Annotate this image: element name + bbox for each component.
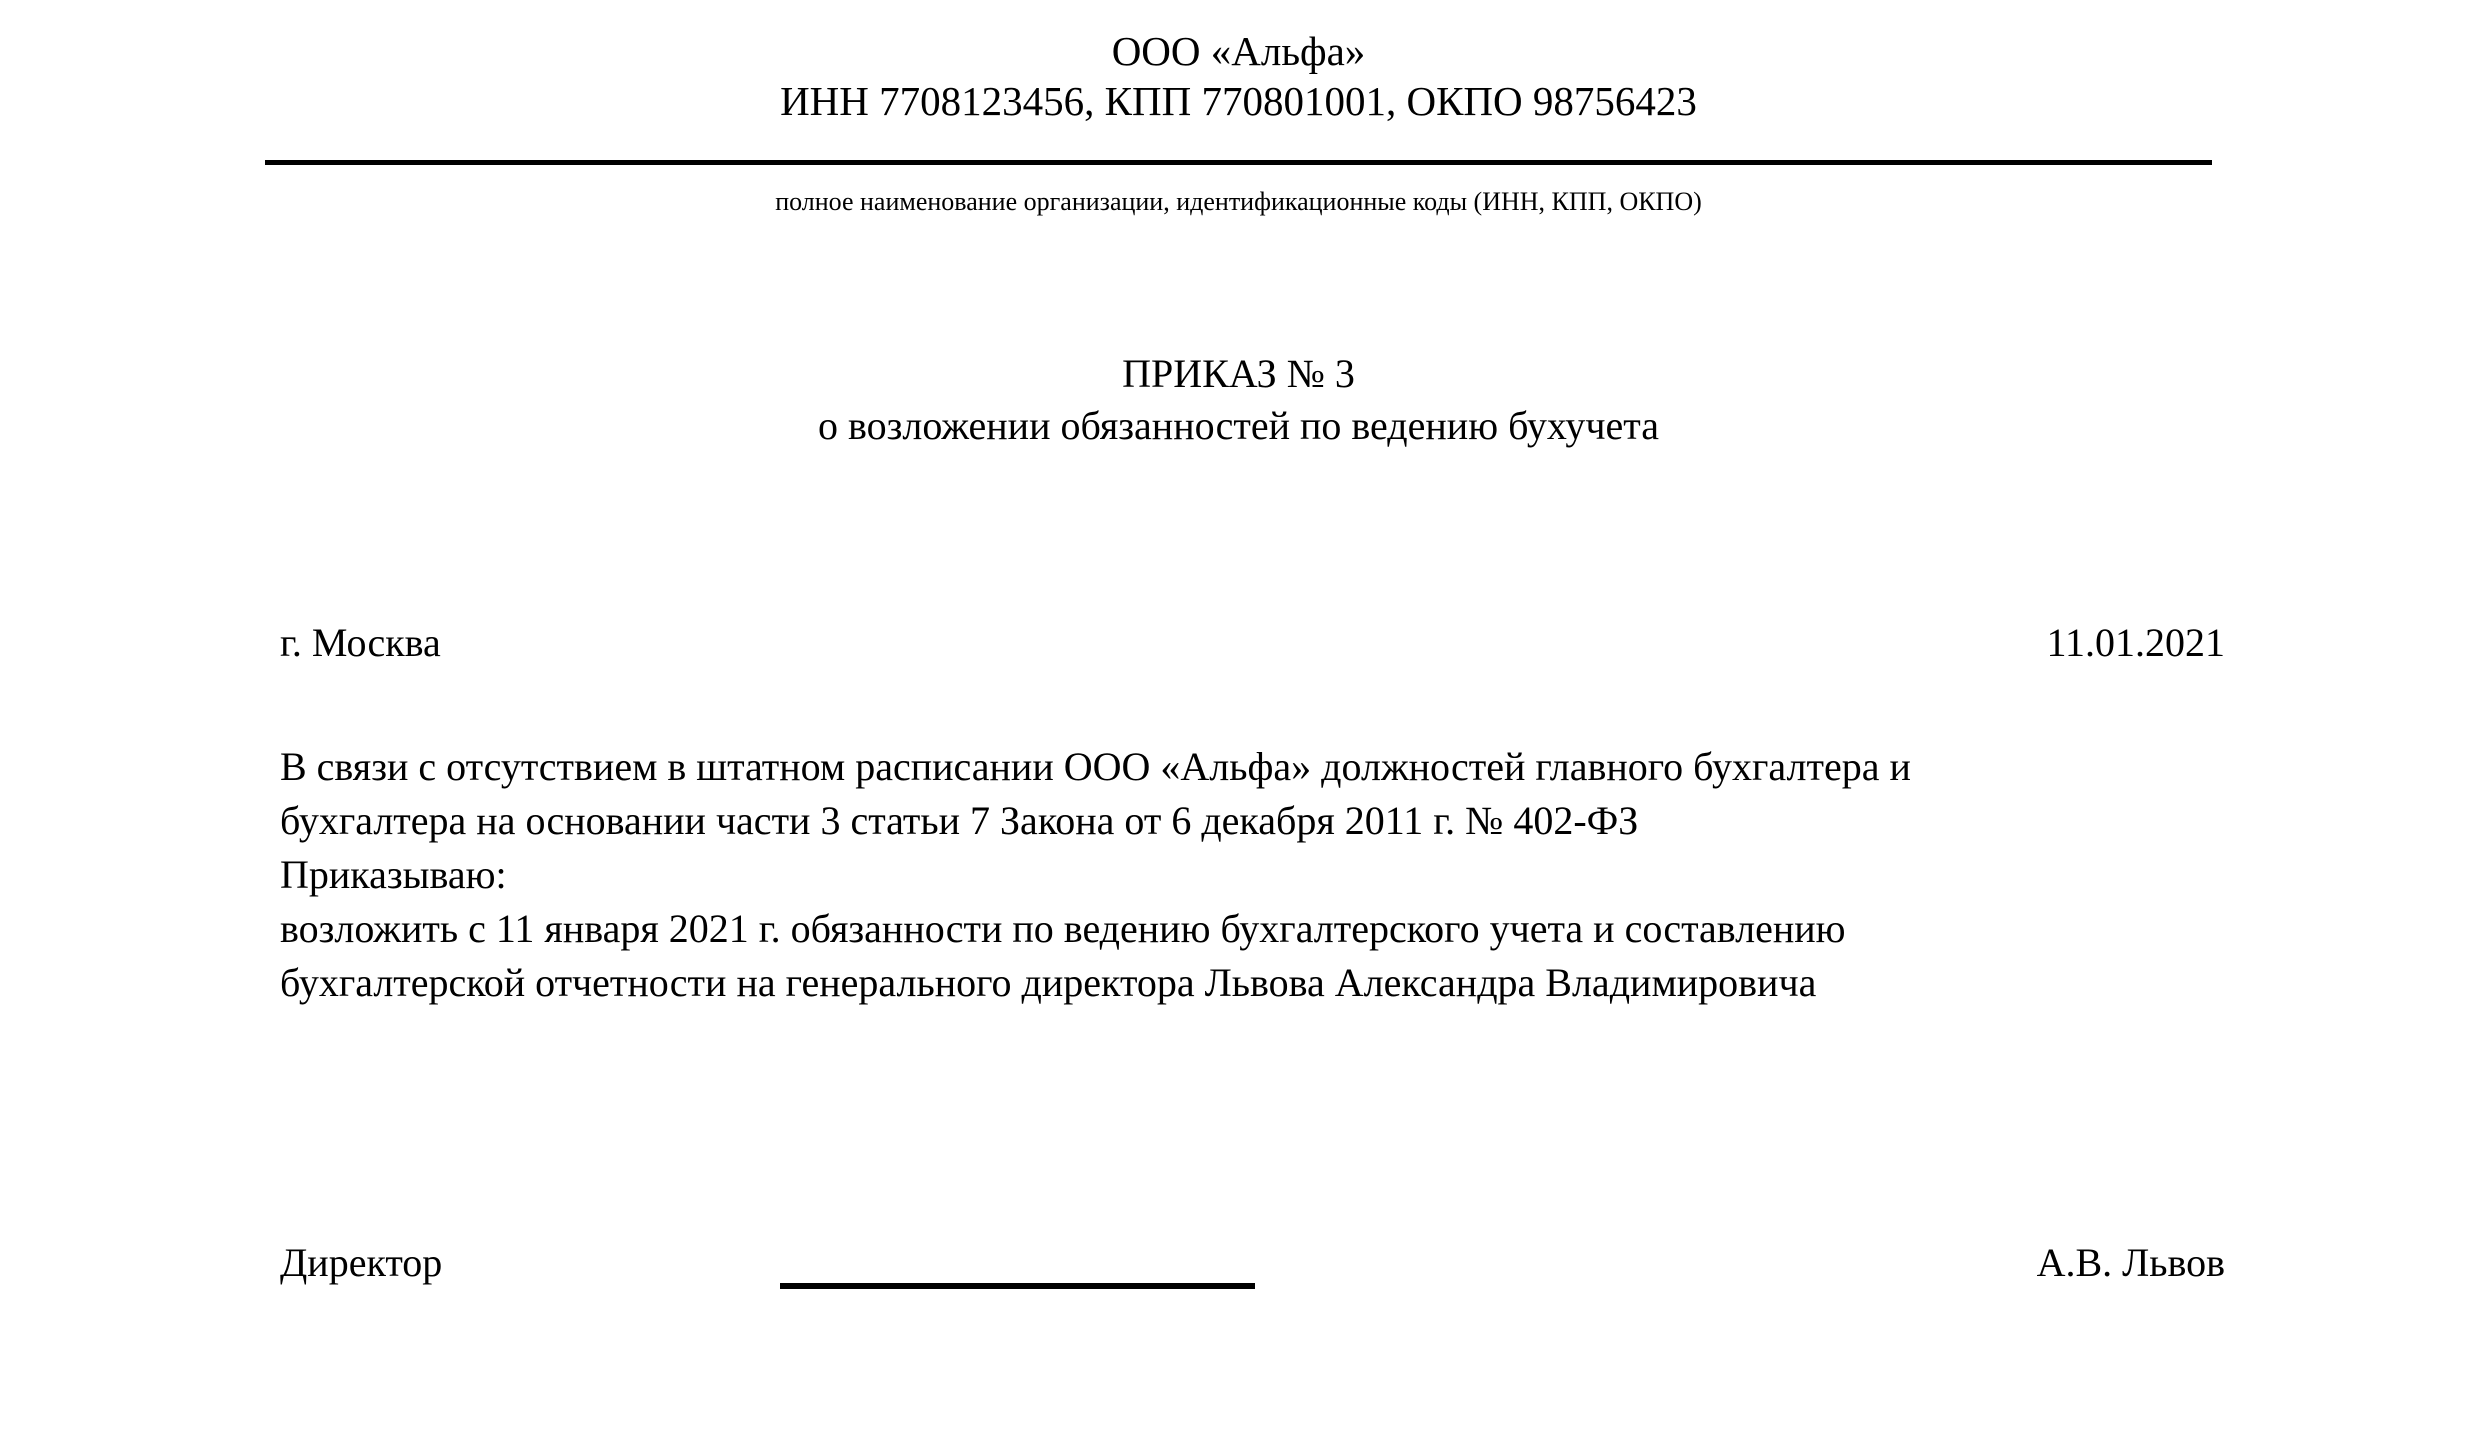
header-field-caption: полное наименование организации, идентификационные коды (ИНН, КПП, ОКПО) bbox=[775, 187, 1702, 216]
page-title: ПРИКАЗ № 3 bbox=[1122, 351, 1355, 396]
document-title-block bbox=[265, 348, 2212, 452]
signature-row bbox=[280, 1238, 2225, 1288]
order-text-paragraph bbox=[280, 902, 2240, 1010]
order-text-line-1: возложить с 11 января 2021 г. обязанности по ведению бухгалтерского учета и составлению bbox=[280, 906, 1846, 951]
order-verb-paragraph bbox=[280, 848, 2240, 902]
organization-header bbox=[265, 26, 2212, 126]
preamble-line-2: бухгалтера на основании части 3 статьи 7 Закона от 6 декабря 2011 г. № 402-ФЗ bbox=[280, 798, 1639, 843]
header-divider-rule bbox=[265, 160, 2212, 165]
order-text-line-2: бухгалтерской отчетности на генерального директора Львова Александра Владимировича bbox=[280, 960, 1817, 1005]
place-of-issue: г. Москва bbox=[280, 620, 441, 665]
organization-name: ООО «Альфа» bbox=[1111, 28, 1366, 74]
document-body bbox=[280, 740, 2240, 1010]
preamble-line-1: В связи с отсутствием в штатном расписании ООО «Альфа» должностей главного бухгалтера и bbox=[280, 744, 1911, 789]
signature-line bbox=[780, 1283, 1255, 1289]
place-date-row bbox=[280, 618, 2225, 668]
order-verb: Приказываю: bbox=[280, 852, 507, 897]
signatory-name: А.В. Львов bbox=[2036, 1240, 2225, 1285]
preamble-paragraph bbox=[280, 740, 2240, 848]
document-date: 11.01.2021 bbox=[2046, 620, 2225, 665]
document-subtitle: о возложении обязанностей по ведению бухучета bbox=[818, 403, 1659, 448]
signatory-position: Директор bbox=[280, 1240, 443, 1285]
organization-identifiers: ИНН 7708123456, КПП 770801001, ОКПО 98756423 bbox=[780, 78, 1697, 124]
